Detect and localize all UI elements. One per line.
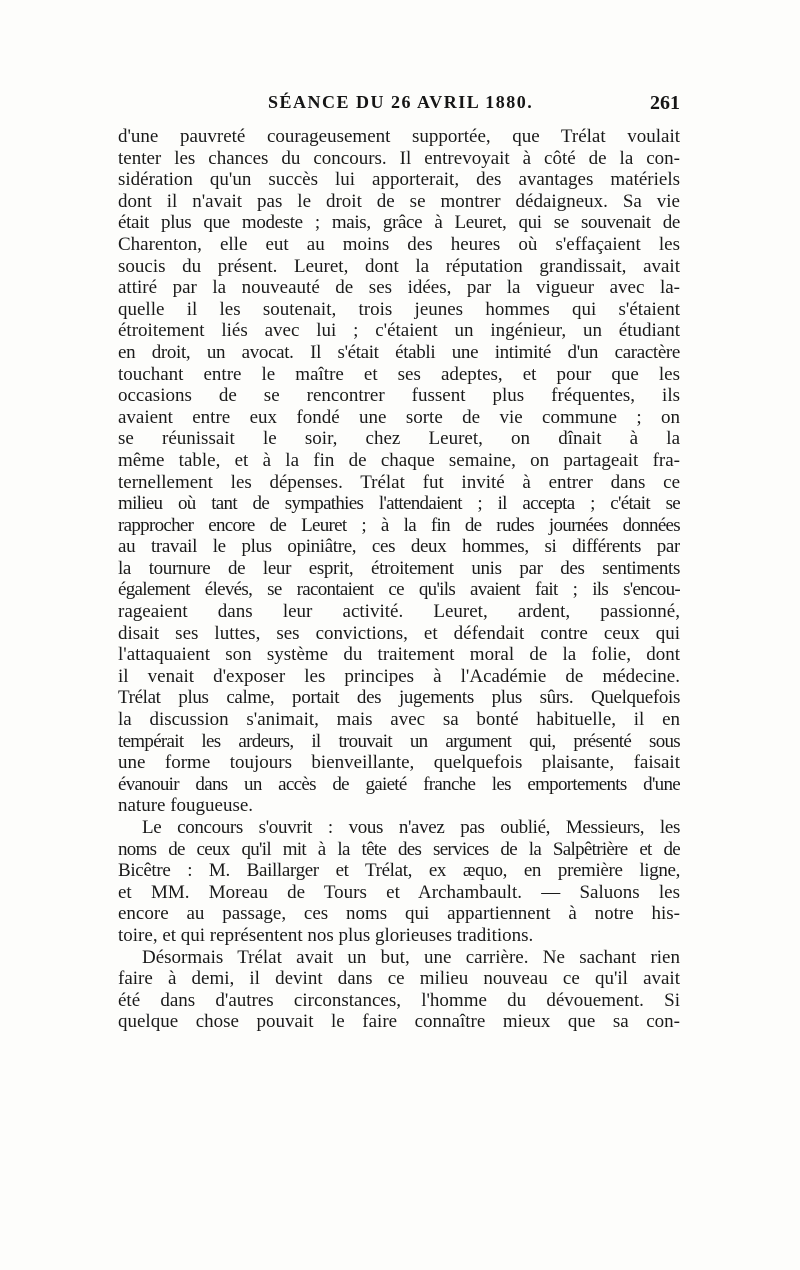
text-line: rageaient dans leur activité. Leuret, ardent, passionné, xyxy=(118,601,680,623)
text-line: rapprocher encore de Leuret ; à la fin de rudes journées données xyxy=(118,514,680,536)
text-line: l'attaquaient son système du traitement moral de la folie, dont xyxy=(118,644,680,666)
text-line: disait ses luttes, ses convictions, et défendait contre ceux qui xyxy=(118,622,680,644)
text-line: une forme toujours bienveillante, quelquefois plaisante, faisait xyxy=(118,752,680,774)
text-line: et MM. Moreau de Tours et Archambault. — Saluons les xyxy=(118,881,680,903)
body-text xyxy=(118,126,680,1033)
text-line: était plus que modeste ; mais, grâce à Leuret, qui se souvenait de xyxy=(118,212,680,234)
text-line: il venait d'exposer les principes à l'Académie de médecine. xyxy=(118,665,680,687)
text-line: soucis du présent. Leuret, dont la réputation grandissait, avait xyxy=(118,255,680,277)
text-line: d'une pauvreté courageusement supportée, que Trélat voulait xyxy=(118,126,680,147)
text-line: quelle il les soutenait, trois jeunes hommes qui s'étaient xyxy=(118,298,680,320)
text-line: la discussion s'animait, mais avec sa bonté habituelle, il en xyxy=(118,709,680,731)
text-line: la tournure de leur esprit, étroitement unis par des sentiments xyxy=(118,557,680,579)
page-number: 261 xyxy=(650,92,680,114)
text-line: également élevés, se racontaient ce qu'ils avaient fait ; ils s'encou- xyxy=(118,579,680,601)
text-line: Le concours s'ouvrit : vous n'avez pas oublié, Messieurs, les xyxy=(142,817,680,838)
text-line: au travail le plus opiniâtre, ces deux hommes, si différents par xyxy=(118,536,680,558)
text-line: Charenton, elle eut au moins des heures où s'effaçaient les xyxy=(118,233,680,255)
text-line: dont il n'avait pas le droit de se montrer dédaigneux. Sa vie xyxy=(118,190,680,212)
text-line: avaient entre eux fondé une sorte de vie commune ; on xyxy=(118,406,680,428)
text-line: été dans d'autres circonstances, l'homme du dévouement. Si xyxy=(118,989,680,1011)
text-line: quelque chose pouvait le faire connaître mieux que sa con- xyxy=(118,1011,680,1033)
text-line: sidération qu'un succès lui apporterait, des avantages matériels xyxy=(118,169,680,191)
text-line: tempérait les ardeurs, il trouvait un argument qui, présenté sous xyxy=(118,730,680,752)
text-line: touchant entre le maître et ses adeptes, et pour que les xyxy=(118,363,680,385)
text-line: occasions de se rencontrer fussent plus fréquentes, ils xyxy=(118,385,680,407)
text-line: nature fougueuse. xyxy=(118,795,254,817)
text-line: Trélat plus calme, portait des jugements plus sûrs. Quelquefois xyxy=(118,687,680,709)
text-line: toire, et qui représentent nos plus glorieuses traditions. xyxy=(118,924,534,946)
text-line: Désormais Trélat avait un but, une carrière. Ne sachant rien xyxy=(142,946,680,968)
running-title: SÉANCE DU 26 AVRIL 1880. xyxy=(268,92,534,112)
text-line: milieu où tant de sympathies l'attendaient ; il accepta ; c'était se xyxy=(118,493,680,515)
text-line: étroitement liés avec lui ; c'étaient un ingénieur, un étudiant xyxy=(118,320,680,342)
text-line: ternellement les dépenses. Trélat fut invité à entrer dans ce xyxy=(118,471,680,493)
text-line: se réunissait le soir, chez Leuret, on dînait à la xyxy=(118,428,680,450)
text-line: Bicêtre : M. Baillarger et Trélat, ex æquo, en première ligne, xyxy=(118,860,680,882)
text-line: tenter les chances du concours. Il entrevoyait à côté de la con- xyxy=(118,147,680,169)
text-line: encore au passage, ces noms qui appartiennent à notre his- xyxy=(118,903,680,925)
text-line: noms de ceux qu'il mit à la tête des services de la Salpêtrière et de xyxy=(118,838,680,860)
text-line: attiré par la nouveauté de ses idées, par la vigueur avec la- xyxy=(118,277,680,299)
text-line: faire à demi, il devint dans ce milieu nouveau ce qu'il avait xyxy=(118,968,680,990)
text-line: évanouir dans un accès de gaieté franche les emportements d'une xyxy=(118,773,680,795)
text-line: en droit, un avocat. Il s'était établi une intimité d'un caractère xyxy=(118,341,680,363)
page-header xyxy=(118,92,680,120)
text-line: même table, et à la fin de chaque semaine, on partageait fra- xyxy=(118,449,680,471)
